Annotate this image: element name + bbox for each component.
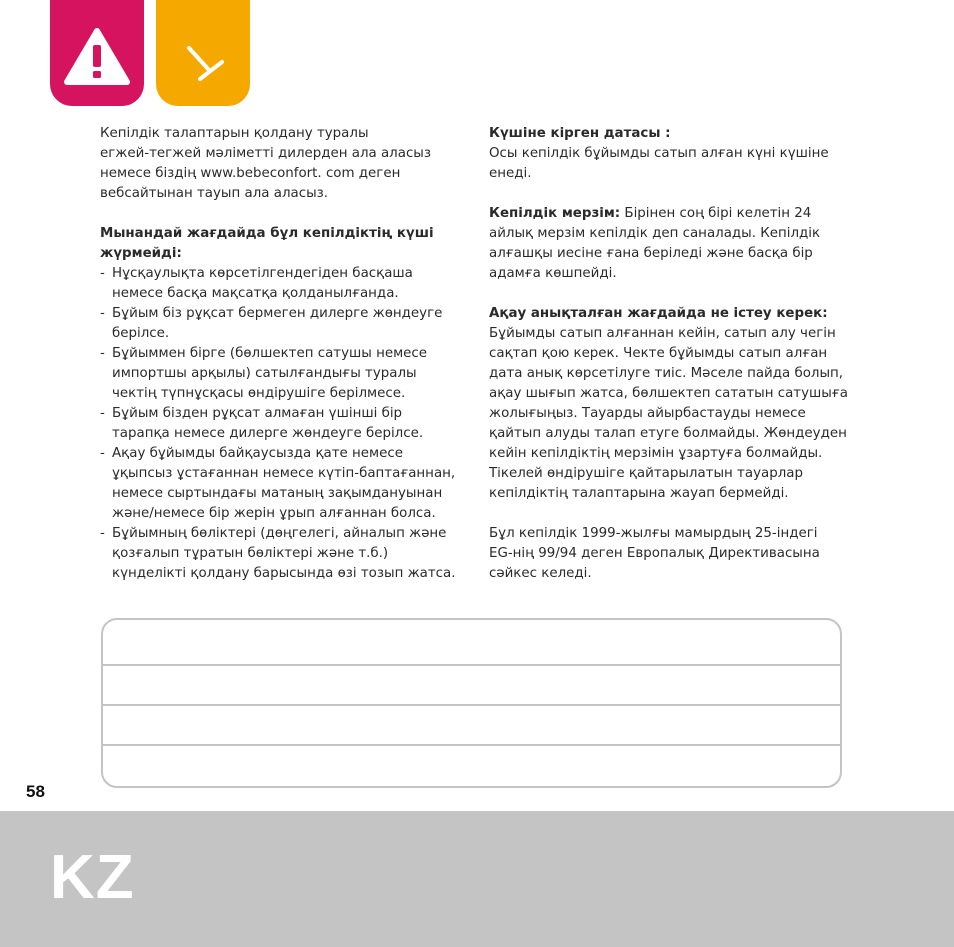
language-code: KZ [50,843,135,912]
warranty-intro: Кепілдік талаптарын қолдану туралы егжей-тегжей мәліметті дилерден ала аласыз немесе біздің www.bebeconfort. com деген вебсайтынан тауып ала аласыз. [100,126,431,201]
exclusion-item: - Нұсқаулықта көрсетілгендегіден басқаша немесе басқа мақсатқа қолданылғанда. [100,264,470,304]
exclusion-item: - Бұйым бізден рұқсат алмаған үшінші бір тарапқа немесе дилерге жөндеуге берілсе. [100,404,470,444]
exclusion-item: - Ақау бұйымды байқаусызда қате немесе ұқыпсыз ұстағаннан немесе күтіп-баптағаннан, немесе сыртындағы матаның зақымдануынан және/немесе бір жерін ұрып алғаннан болса. [100,444,470,524]
effective-date-text: Осы кепілдік бұйымды сатып алған күні күшіне енеді. [489,146,829,181]
exclusion-item: - Бұйыммен бірге (бөлшектеп сатушы немесе импортшы арқылы) сатылғандығы туралы чектің түпнұсқасы өндірушіге берілмесе. [100,344,470,404]
exclusion-item: - Бұйым біз рұқсат бермеген дилерге жөндеуге берілсе. [100,304,470,344]
directive-text: Бұл кепілдік 1999-жылғы мамырдың 25-індегі EG-нің 99/94 деген Европалық Директивасына сәйкес келеді. [489,526,820,581]
warranty-period-text: Бірінен соң бірі келетін 24 айлық мерзім кепілдік деп саналады. Кепілдік алғашқы иесіне ғана беріледі және басқа бір адамға көшпейді. [489,206,821,281]
warning-tab [50,0,144,106]
page-number: 58 [26,782,45,801]
defect-text: Бұйымды сатып алғаннан кейін, сатып алу чегін сақтап қою керек. Чекте бұйымды сатып алған дата анық көрсетілуге тиіс. Мәселе пайда болып, ақау шығып жатса, бөлшектеп сататын сатушыға жолығыңыз. Тауарды айырбастауды немесе қайтып алуды талап етуге болмайды. Жөндеуден кейін кепілдіктің мерзімін ұзартуға болмайды. Тікелей өндірушіге қайтарылатын тауарлар кепілдіктің талаптарына жауап бермейді. [489,326,848,501]
effective-date-heading: Күшіне кірген датасы : [489,126,671,141]
form-line [103,744,840,746]
exclusion-item: - Бұйымның бөліктері (дөңгелегі, айналып және қозғалып тұратын бөліктері және т.б.) күнделікті қолдану барысында өзі тозып жатса. [100,524,470,584]
footer-band [0,811,954,947]
warning-triangle-icon [50,0,144,106]
screwdriver-icon [156,0,250,106]
warranty-left-column [100,124,470,584]
warranty-period-label: Кепілдік мерзім: [489,206,621,221]
tools-tab [156,0,250,106]
warranty-form-box [101,618,842,788]
warranty-right-column [489,124,849,584]
defect-heading: Ақау анықталған жағдайда не істеу керек: [489,306,828,321]
exclusions-heading: Мынандай жағдайда бұл кепілдіктің күші жүрмейді: [100,226,434,261]
form-line [103,704,840,706]
warranty-period [489,204,849,284]
exclusions-list [100,264,470,584]
form-line [103,664,840,666]
